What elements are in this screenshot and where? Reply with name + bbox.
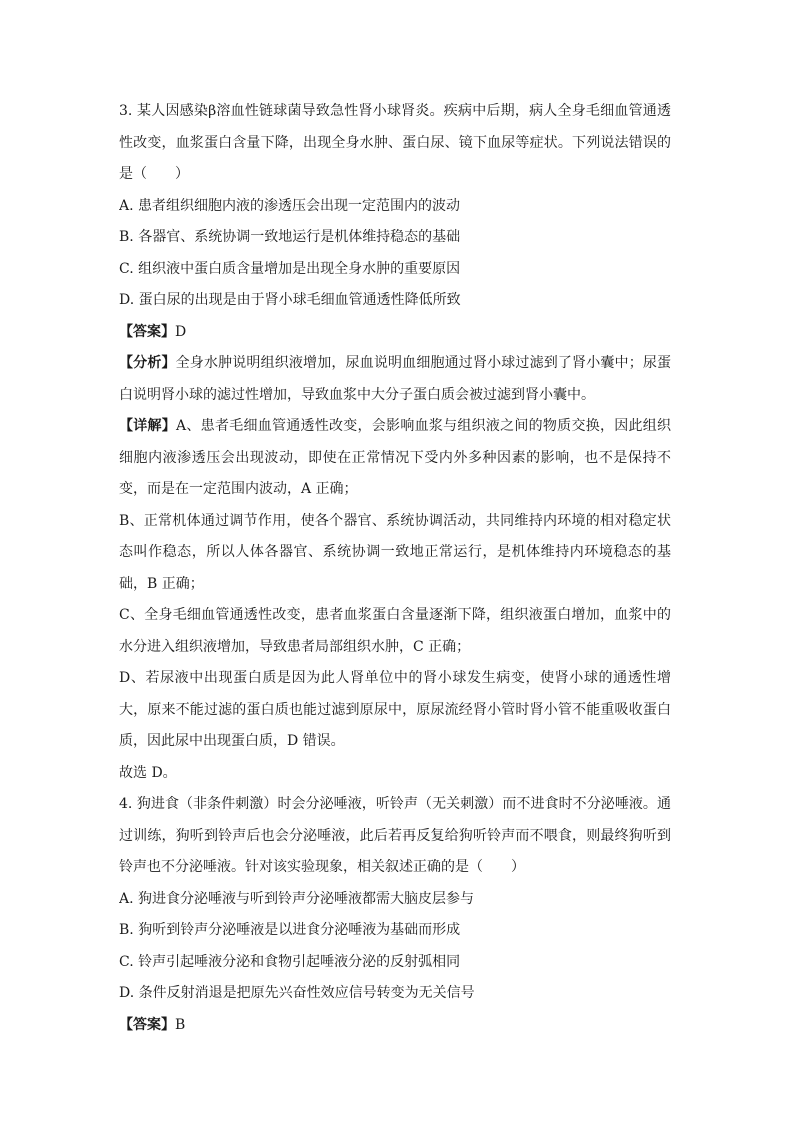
question-3-stem-line: 3. 某人因感染β溶血性链球菌导致急性肾小球肾炎。疾病中后期，病人全身毛细血管通透 bbox=[119, 103, 671, 119]
question-4-stem-line: 4. 狗进食（非条件刺激）时会分泌唾液，听铃声（无关刺激）而不进食时不分泌唾液。通 bbox=[119, 796, 671, 812]
question-3-option-a: A. 患者组织细胞内液的渗透压会出现一定范围内的波动 bbox=[119, 197, 461, 214]
question-4-option-d: D. 条件反射消退是把原先兴奋性效应信号转变为无关信号 bbox=[119, 985, 475, 1001]
question-3-option-d: D. 蛋白尿的出现是由于肾小球毛细血管通透性降低所致 bbox=[119, 292, 461, 308]
question-3-detail-line: 质，因此尿中出现蛋白质，D 错误。 bbox=[119, 733, 345, 749]
question-3-analysis-line bbox=[119, 348, 671, 380]
question-4-stem-line: 铃声也不分泌唾液。针对该实验现象，相关叙述正确的是（ ） bbox=[119, 859, 525, 875]
detail-tag: 【详解】 bbox=[119, 418, 177, 434]
question-4-stem-line: 过训练，狗听到铃声后也会分泌唾液，此后若再反复给狗听铃声而不喂食，则最终狗听到 bbox=[119, 827, 671, 844]
question-3-stem-line: 是（ ） bbox=[119, 166, 189, 182]
question-4-option-a: A. 狗进食分泌唾液与听到铃声分泌唾液都需大脑皮层参与 bbox=[119, 890, 475, 907]
question-3-stem-line: 性改变，血浆蛋白含量下降，出现全身水肿、蛋白尿、镜下血尿等症状。下列说法错误的 bbox=[119, 134, 671, 151]
question-3-detail-line: 础，B 正确； bbox=[119, 575, 204, 592]
answer-value: D bbox=[175, 323, 187, 340]
question-4-answer bbox=[119, 1010, 671, 1042]
answer-value: B bbox=[175, 1016, 186, 1033]
question-3-option-b: B. 各器官、系统协调一致地运行是机体维持稳态的基础 bbox=[119, 229, 461, 245]
analysis-tag: 【分析】 bbox=[119, 355, 176, 371]
question-4-option-c: C. 铃声引起唾液分泌和食物引起唾液分泌的反射弧相同 bbox=[119, 953, 461, 970]
question-4 bbox=[119, 789, 671, 1041]
question-3-detail-line: 水分进入组织液增加，导致患者局部组织水肿，C 正确； bbox=[119, 638, 471, 655]
question-3-conclusion: 故选 D。 bbox=[119, 764, 177, 781]
question-3-detail-line bbox=[119, 411, 671, 443]
question-3-detail-line: 态叫作稳态，所以人体各器官、系统协调一致地正常运行，是机体维持内环境稳态的基 bbox=[119, 544, 671, 560]
question-3-detail-line: 细胞内液渗透压会出现波动，即使在正常情况下受内外多种因素的影响，也不是保持不 bbox=[119, 449, 671, 466]
question-3-detail-line: D、若尿液中出现蛋白质是因为此人肾单位中的肾小球发生病变，使肾小球的通透性增 bbox=[119, 670, 671, 686]
question-3-detail-line: C、全身毛细血管通透性改变，患者血浆蛋白含量逐渐下降，组织液蛋白增加，血浆中的 bbox=[119, 607, 671, 623]
question-3-answer bbox=[119, 317, 671, 349]
document-content bbox=[119, 96, 671, 1041]
answer-tag: 【答案】 bbox=[119, 323, 175, 340]
question-3-analysis-line: 白说明肾小球的滤过性增加，导致血浆中大分子蛋白质会被过滤到肾小囊中。 bbox=[119, 386, 595, 403]
question-3-detail-line: 变，而是在一定范围内波动，A 正确； bbox=[119, 481, 358, 497]
question-3-option-c: C. 组织液中蛋白质含量增加是出现全身水肿的重要原因 bbox=[119, 260, 461, 277]
question-3-detail-line: B、正常机体通过调节作用，使各个器官、系统协调活动，共同维持内环境的相对稳定状 bbox=[119, 512, 671, 529]
analysis-text: 全身水肿说明组织液增加，尿血说明血细胞通过肾小球过滤到了肾小囊中；尿蛋 bbox=[175, 355, 671, 371]
question-4-option-b: B. 狗听到铃声分泌唾液是以进食分泌唾液为基础而形成 bbox=[119, 922, 461, 938]
answer-tag: 【答案】 bbox=[119, 1016, 175, 1033]
question-3-detail-line: 大，原来不能过滤的蛋白质也能过滤到原尿中，原尿流经肾小管时肾小管不能重吸收蛋白 bbox=[119, 701, 671, 718]
question-3 bbox=[119, 96, 671, 789]
detail-text: A、患者毛细血管通透性改变，会影响血浆与组织液之间的物质交换，因此组织 bbox=[176, 418, 671, 434]
